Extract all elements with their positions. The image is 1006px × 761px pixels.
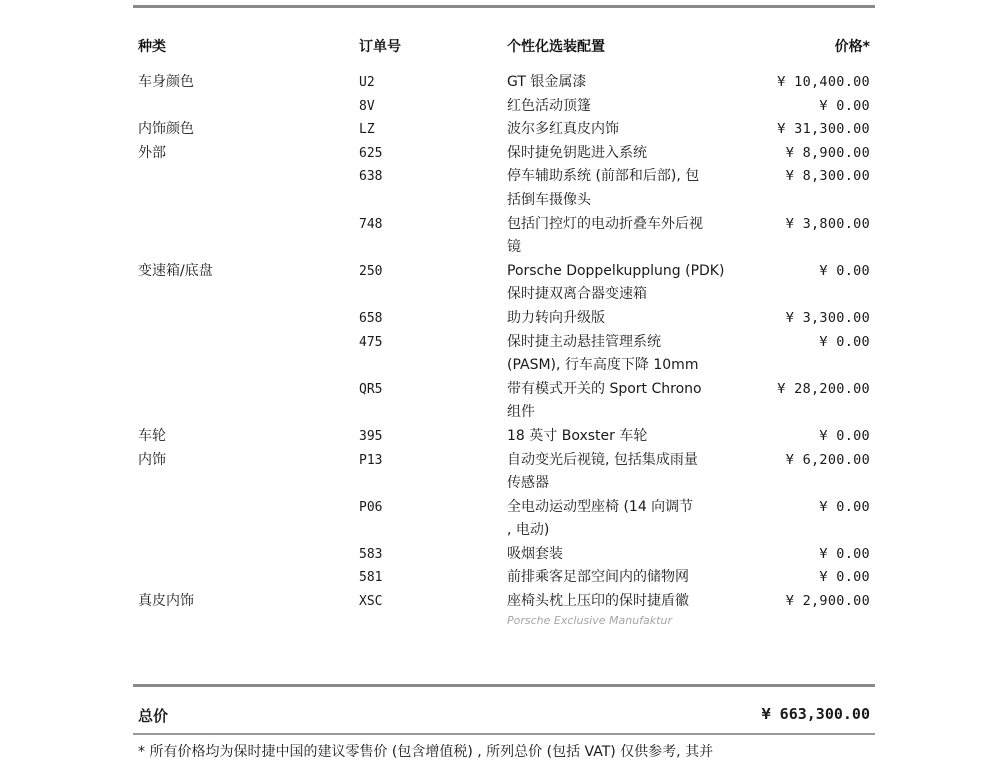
total-label: 总价 bbox=[138, 707, 169, 725]
top-divider bbox=[133, 5, 875, 8]
row-order-no: 475 bbox=[359, 334, 383, 350]
row-option-text: 保时捷免钥匙进入系统 bbox=[507, 144, 647, 161]
row-price: ¥ 8,900.00 bbox=[785, 144, 870, 161]
row-category: 车身颜色 bbox=[138, 74, 194, 90]
table-row bbox=[0, 449, 1006, 496]
row-option-text: 全电动运动型座椅 (14 向调节 , 电动) bbox=[507, 498, 694, 539]
row-option-text: 18 英寸 Boxster 车轮 bbox=[507, 427, 648, 444]
row-order-no: 250 bbox=[359, 263, 383, 279]
row-option-desc bbox=[507, 378, 757, 425]
row-option-text: 保时捷主动悬挂管理系统 (PASM), 行车高度下降 10mm bbox=[507, 333, 699, 374]
row-category: 车轮 bbox=[138, 427, 166, 444]
table-row bbox=[0, 213, 1006, 260]
row-option-text: 吸烟套装 bbox=[507, 545, 563, 562]
row-category: 变速箱/底盘 bbox=[138, 262, 213, 279]
row-order-no: P06 bbox=[359, 499, 383, 515]
row-category: 外部 bbox=[138, 144, 166, 161]
options-table bbox=[0, 71, 1006, 637]
row-order-no: QR5 bbox=[359, 381, 383, 397]
row-category: 内饰颜色 bbox=[138, 121, 194, 138]
table-row bbox=[0, 260, 1006, 307]
row-order-no: LZ bbox=[359, 122, 375, 138]
table-row bbox=[0, 425, 1006, 449]
table-row bbox=[0, 378, 1006, 425]
row-price: ¥ 6,200.00 bbox=[785, 451, 870, 468]
table-row bbox=[0, 95, 1006, 119]
row-price: ¥ 2,900.00 bbox=[785, 593, 870, 610]
table-row bbox=[0, 590, 1006, 637]
row-order-no: XSC bbox=[359, 594, 383, 610]
row-option-text: 助力转向升级版 bbox=[507, 309, 605, 326]
table-row bbox=[0, 307, 1006, 331]
total-value: ¥ 663,300.00 bbox=[761, 705, 870, 723]
row-price: ¥ 10,400.00 bbox=[777, 74, 870, 90]
row-price: ¥ 0.00 bbox=[819, 333, 870, 350]
table-row bbox=[0, 331, 1006, 378]
total-divider bbox=[133, 684, 875, 687]
row-option-desc bbox=[507, 590, 757, 630]
table-row bbox=[0, 566, 1006, 590]
row-price: ¥ 31,300.00 bbox=[777, 121, 870, 138]
row-price: ¥ 0.00 bbox=[819, 262, 870, 279]
table-row bbox=[0, 543, 1006, 567]
table-row bbox=[0, 118, 1006, 142]
row-option-desc bbox=[507, 142, 757, 166]
row-option-desc bbox=[507, 71, 757, 95]
price-footnote: * 所有价格均为保时捷中国的建议零售价 (包含增值税) , 所列总价 (包括 VAT) 仅供参考, 其并 bbox=[138, 744, 714, 760]
table-row bbox=[0, 165, 1006, 212]
row-option-desc bbox=[507, 213, 757, 260]
row-option-subtitle: Porsche Exclusive Manufaktur bbox=[507, 613, 672, 627]
row-option-text: Porsche Doppelkupplung (PDK) 保时捷双离合器变速箱 bbox=[507, 262, 725, 303]
row-option-text: 前排乘客足部空间内的储物网 bbox=[507, 569, 689, 586]
header-price: 价格* bbox=[834, 39, 870, 55]
row-price: ¥ 3,300.00 bbox=[785, 309, 870, 326]
row-option-text: 自动变光后视镜, 包括集成雨量 传感器 bbox=[507, 451, 698, 492]
row-option-desc bbox=[507, 449, 757, 496]
row-option-desc bbox=[507, 307, 757, 331]
bottom-divider bbox=[133, 733, 875, 735]
row-option-desc bbox=[507, 95, 757, 119]
row-option-desc bbox=[507, 260, 757, 307]
row-option-text: 红色活动顶篷 bbox=[507, 97, 591, 114]
row-option-text: 停车辅助系统 (前部和后部), 包 括倒车摄像头 bbox=[507, 168, 700, 208]
row-price: ¥ 0.00 bbox=[819, 97, 870, 114]
row-option-text: 波尔多红真皮内饰 bbox=[507, 121, 619, 138]
row-order-no: 625 bbox=[359, 145, 383, 161]
row-price: ¥ 8,300.00 bbox=[785, 168, 870, 185]
row-price: ¥ 0.00 bbox=[819, 498, 870, 515]
row-option-desc bbox=[507, 118, 757, 142]
row-order-no: 638 bbox=[359, 169, 383, 185]
row-order-no: 583 bbox=[359, 546, 383, 562]
row-option-desc bbox=[507, 165, 757, 212]
row-price: ¥ 0.00 bbox=[819, 427, 870, 444]
table-row bbox=[0, 71, 1006, 95]
header-category: 种类 bbox=[138, 39, 166, 55]
row-price: ¥ 3,800.00 bbox=[785, 215, 870, 232]
row-order-no: 658 bbox=[359, 310, 383, 326]
row-price: ¥ 28,200.00 bbox=[777, 380, 870, 397]
row-order-no: P13 bbox=[359, 452, 383, 468]
row-order-no: U2 bbox=[359, 75, 375, 90]
row-price: ¥ 0.00 bbox=[819, 569, 870, 586]
row-order-no: 748 bbox=[359, 216, 383, 232]
row-option-text: 带有模式开关的 Sport Chrono 组件 bbox=[507, 380, 702, 421]
row-category: 内饰 bbox=[138, 451, 166, 468]
row-option-desc bbox=[507, 331, 757, 378]
row-option-desc bbox=[507, 566, 757, 590]
row-order-no: 395 bbox=[359, 428, 383, 444]
row-option-text: 座椅头枕上压印的保时捷盾徽 bbox=[507, 593, 689, 610]
header-order-no: 订单号 bbox=[359, 39, 401, 55]
row-order-no: 581 bbox=[359, 570, 383, 586]
row-category: 真皮内饰 bbox=[138, 593, 194, 610]
row-order-no: 8V bbox=[359, 98, 375, 114]
row-option-desc bbox=[507, 425, 757, 449]
row-option-text: 包括门控灯的电动折叠车外后视 镜 bbox=[507, 215, 703, 256]
row-option-desc bbox=[507, 543, 757, 567]
table-row bbox=[0, 496, 1006, 543]
row-option-text: GT 银金属漆 bbox=[507, 74, 587, 90]
header-option: 个性化选装配置 bbox=[507, 39, 605, 55]
row-option-desc bbox=[507, 496, 757, 543]
row-price: ¥ 0.00 bbox=[819, 545, 870, 562]
table-row bbox=[0, 142, 1006, 166]
